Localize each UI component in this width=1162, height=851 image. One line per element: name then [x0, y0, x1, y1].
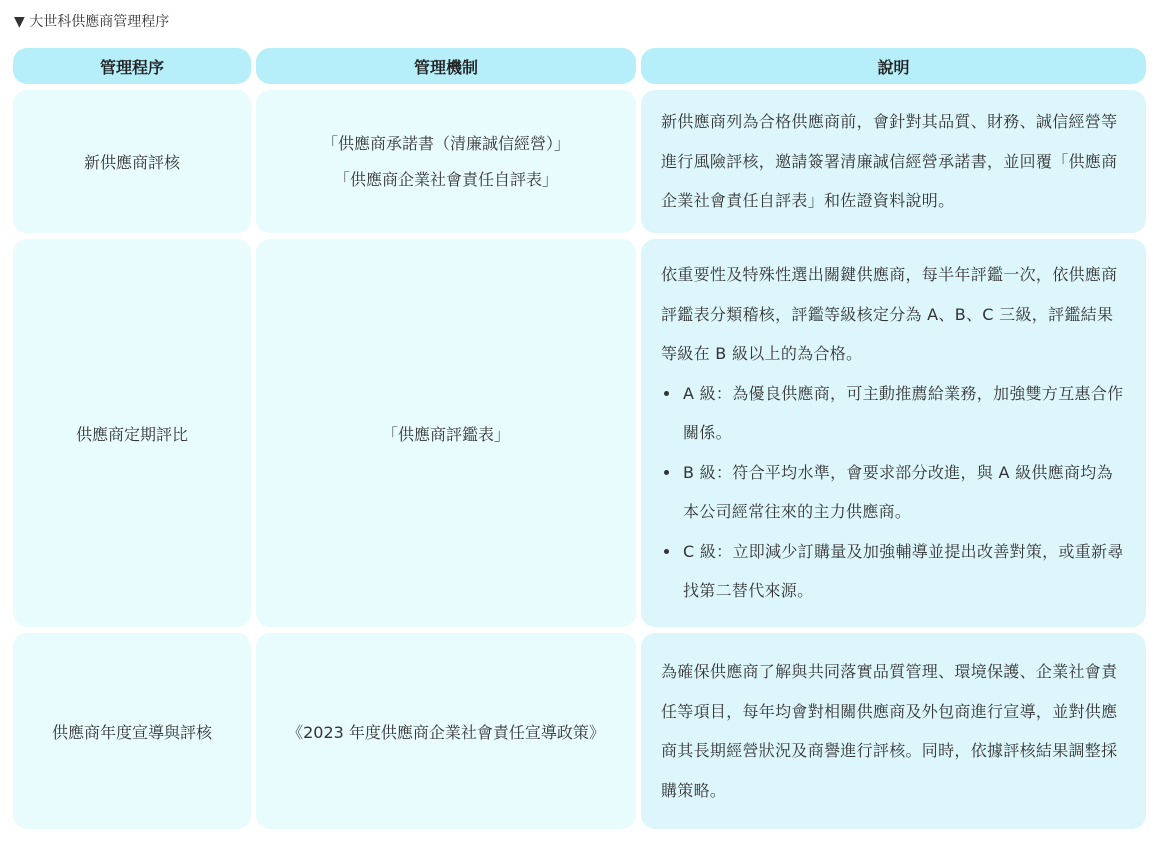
- description-text: 依重要性及特殊性選出關鍵供應商，每半年評鑑一次，依供應商評鑑表分類稽核，評鑑等級核定分為 A、B、C 三級，評鑑結果等級在 B 級以上的為合格。: [661, 265, 1118, 364]
- mechanism-text: 《2023 年度供應商企業社會責任宣導政策》: [287, 722, 605, 742]
- supplier-management-table: [13, 48, 1146, 829]
- header-description: 說明: [641, 48, 1146, 84]
- description-text: 新供應商列為合格供應商前，會針對其品質、財務、誠信經營等進行風險評核，邀請簽署清廉誠信經營承諾書，並回覆「供應商企業社會責任自評表」和佐證資料說明。: [661, 112, 1118, 211]
- description-text: 為確保供應商了解與共同落實品質管理、環境保護、企業社會責任等項目，每年均會對相關供應商及外包商進行宣導，並對供應商其長期經營狀況及商譽進行評核。同時，依據評核結果調整採購策略。: [661, 662, 1118, 800]
- description-cell: [641, 239, 1146, 627]
- grade-b-item: B 級：符合平均水準，會要求部分改進，與 A 級供應商均為本公司經常往來的主力供應商。: [661, 453, 1128, 532]
- grade-a-item: A 級：為優良供應商，可主動推薦給業務，加強雙方互惠合作關係。: [661, 374, 1128, 453]
- mechanism-cell: [256, 90, 636, 233]
- mechanism-text: 「供應商企業社會責任自評表」: [333, 169, 558, 189]
- mechanism-cell: [256, 633, 636, 829]
- mechanism-text: 「供應商承諾書（清廉誠信經營）」: [321, 133, 570, 153]
- procedure-cell: [13, 90, 251, 233]
- mechanism-cell: [256, 239, 636, 627]
- grade-c-item: C 級：立即減少訂購量及加強輔導並提出改善對策，或重新尋找第二替代來源。: [661, 532, 1128, 611]
- section-title: ▼ 大世科供應商管理程序: [14, 14, 170, 30]
- procedure-cell: [13, 239, 251, 627]
- procedure-text: 供應商定期評比: [75, 424, 188, 444]
- header-procedure: 管理程序: [13, 48, 251, 84]
- mechanism-text: 「供應商評鑑表」: [381, 424, 510, 444]
- grade-list: [661, 374, 1128, 611]
- procedure-text: 新供應商評核: [83, 153, 180, 172]
- header-mechanism: 管理機制: [256, 48, 636, 84]
- procedure-cell: [13, 633, 251, 829]
- description-cell: [641, 90, 1146, 233]
- description-cell: [641, 633, 1146, 829]
- procedure-text: 供應商年度宣導與評核: [51, 722, 212, 742]
